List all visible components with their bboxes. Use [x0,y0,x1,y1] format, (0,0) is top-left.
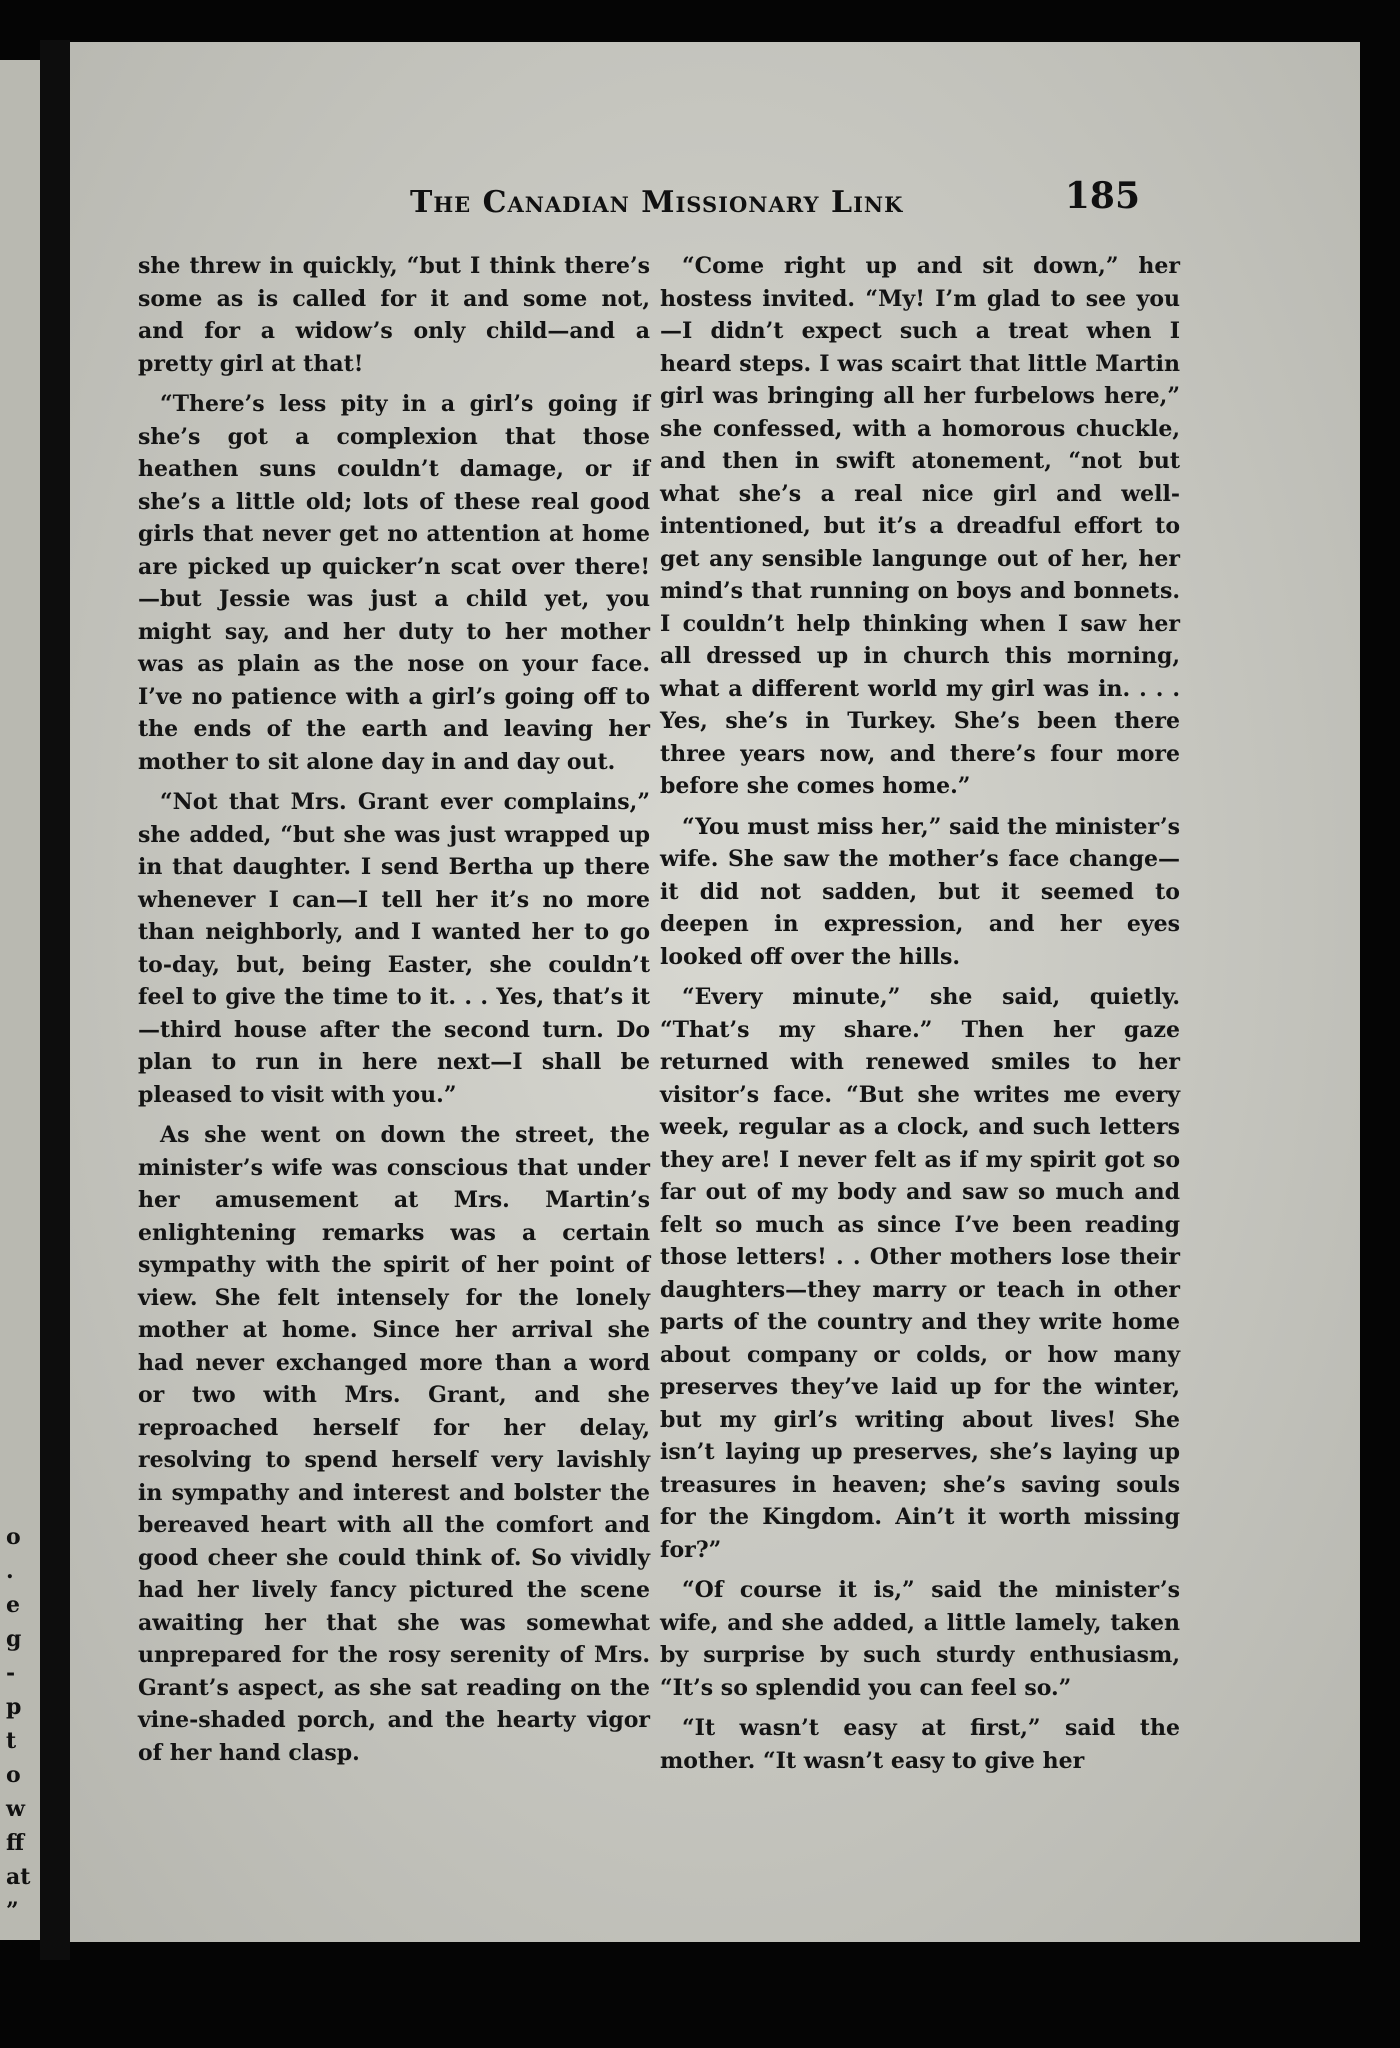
paragraph: “Of course it is,” said the minister’s wife, and she added, a little lamely, taken by surprise by such sturdy enthusiasm, “It’s so splendid you can feel so.” [660,1577,1180,1701]
adjacent-page-edge [0,60,40,1940]
paragraph: “Come right up and sit down,” her hostess invited. “My! I’m glad to see you—I didn’t expect such a treat when I heard steps. I was scairt that little Martin girl was bringing all her furbelows here,” she confessed, with a homorous chuckle, and then in swift atonement, “not but what she’s a real nice girl and well-intentioned, but it’s a dreadful effort to get any sensible langunge out of her, her mind’s that running on boys and bonnets. I couldn’t help thinking when I saw her all dressed up in church this morning, what a different world my girl was in. . . . Yes, she’s in Turkey. She’s been there three years now, and there’s four more before she comes home.” [660,253,1180,799]
edge-fragment: t [6,1728,17,1754]
paragraph: “Not that Mrs. Grant ever complains,” she added, “but she was just wrapped up in that daughter. I send Bertha up there whenever I can—I tell her it’s no more than neighborly, and I wanted her to go to-day, but, being Easter, she couldn’t feel to give the time to it. . . Yes, that’s it—third house after the second turn. Do plan to run in here next—I shall be pleased to visit with you.” [138,789,650,1108]
right-column [660,250,1180,1785]
paragraph: “It wasn’t easy at first,” said the mother. “It wasn’t easy to give her [660,1715,1180,1774]
edge-fragment: ff [6,1830,25,1856]
edge-fragment: w [6,1796,25,1822]
running-title: The Canadian Missionary Link [410,185,904,220]
page-number: 185 [1064,175,1140,217]
edge-fragment: - [6,1660,16,1686]
running-header [340,143,1140,220]
edge-fragment: p [6,1694,22,1720]
edge-fragment: . [6,1558,14,1584]
binding-gutter [40,40,70,1960]
paragraph: “Every minute,” she said, quietly. “That’s my share.” Then her gaze returned with renewed smiles to her visitor’s face. “But she writes me every week, regular as a clock, and such letters they are! I never felt as if my spirit got so far out of my body and saw so much and felt so much as since I’ve been reading those letters! . . Other mothers lose their daughters—they marry or teach in other parts of the country and they write home about company or colds, or how many preserves they’ve laid up for the winter, but my girl’s writing about lives! She isn’t laying up preserves, she’s laying up treasures in heaven; she’s saving souls for the Kingdom. Ain’t it worth missing for?” [660,984,1180,1563]
paragraph: “There’s less pity in a girl’s going if she’s got a complexion that those heathen suns couldn’t damage, or if she’s a little old; lots of these real good girls that never get no attention at home are picked up quicker’n scat over there!—but Jessie was just a child yet, you might say, and her duty to her mother was as plain as the nose on your face. I’ve no patience with a girl’s going off to the ends of the earth and leaving her mother to sit alone day in and day out. [138,391,650,775]
paragraph: As she went on down the street, the minister’s wife was conscious that under her amusement at Mrs. Martin’s enlightening remarks was a certain sympathy with the spirit of her point of view. She felt intensely for the lonely mother at home. Since her arrival she had never exchanged more than a word or two with Mrs. Grant, and she reproached herself for her delay, resolving to spend herself very lavishly in sympathy and interest and bolster the bereaved heart with all the comfort and good cheer she could think of. So vividly had her lively fancy pictured the scene awaiting her that she was somewhat unprepared for the rosy serenity of Mrs. Grant’s aspect, as she sat reading on the vine-shaded porch, and the hearty vigor of her hand clasp. [138,1122,650,1766]
edge-fragment: o [6,1524,21,1550]
edge-fragment: at [6,1864,31,1890]
edge-fragment: o [6,1762,21,1788]
edge-fragment: ” [6,1898,19,1924]
paragraph: she threw in quickly, “but I think there’s some as is called for it and some not, and for a widow’s only child—and a pretty girl at that! [138,253,650,377]
edge-fragment: g [6,1626,22,1652]
adjacent-page-fragments [6,1520,36,1928]
paragraph: “You must miss her,” said the minister’s wife. She saw the mother’s face change—it did not sadden, but it seemed to deepen in expression, and her eyes looked off over the hills. [660,813,1180,970]
edge-fragment: e [6,1592,20,1618]
left-column [138,250,650,1777]
